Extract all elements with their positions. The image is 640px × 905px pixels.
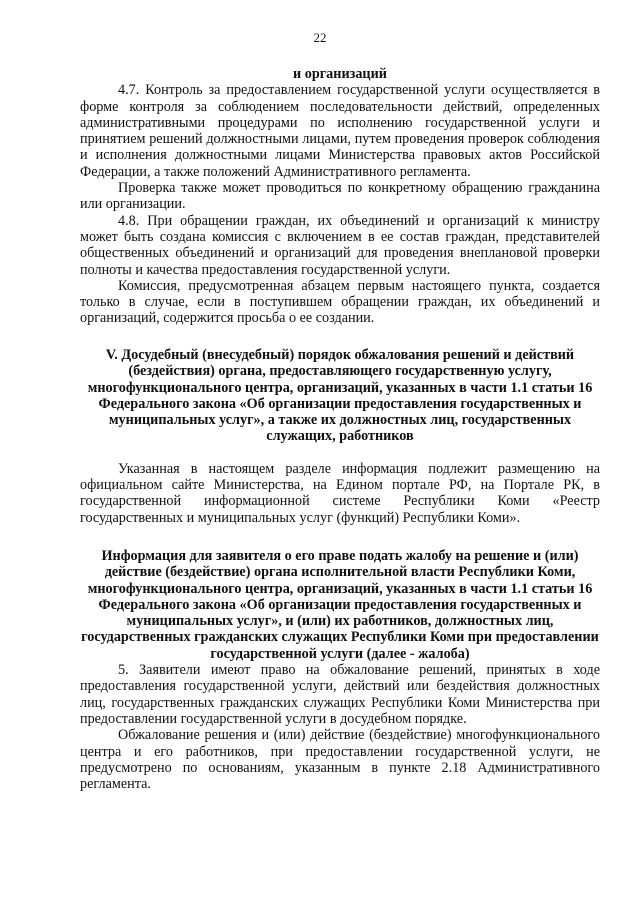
subsection-title: Информация для заявителя о его праве подать жалобу на решение и (или) действие (бездействие) органа исполнительной власти Республики Коми, многофункционального центра, организаций, указанных в части 1.1 статьи 16 Федерального закона «Об организации предоставления государственных и муниципальных услуг», и (или) их работников, должностных лиц, государственных гражданских служащих Республики Коми при предоставлении государственной услуги (далее - жалоба)	[81, 548, 599, 662]
heading-tail: и организаций	[293, 66, 387, 82]
section-4-end	[80, 66, 600, 327]
paragraph-appeal: Обжалование решения и (или) действие (бездействие) многофункционального центра и его работников, при предоставлении государственной услуги, не предусмотрено по основаниям, указанным в пункте 2.18 Административного регламента.	[80, 727, 600, 793]
paragraph-commission: Комиссия, предусмотренная абзацем первым настоящего пункта, создается только в случае, если в поступившем обращении граждан, их объединений и организаций, содержится просьба о ее создании.	[80, 277, 600, 327]
subsection-complaint	[80, 548, 600, 792]
section-5-title: V. Досудебный (внесудебный) порядок обжалования решений и действий (бездействия) органа, предоставляющего государственную услугу, многофункционального центра, организаций, указанных в части 1.1 статьи 16 Федерального закона «Об организации предоставления государственных и муниципальных услуг», а также их должностных лиц, государственных служащих, работников	[87, 347, 593, 445]
paragraph-4-7: 4.7. Контроль за предоставлением государственной услуги осуществляется в форме контроля за соблюдением последовательности действий, определенных административными процедурами по исполнению государственной услуги и принятием решений должностными лицами, путем проведения проверок соблюдения и исполнения должностными лицами Министерства правовых актов Российской Федерации, а также положений Административного регламента.	[80, 82, 600, 180]
paragraph-check: Проверка также может проводиться по конкретному обращению гражданина или организации.	[80, 180, 600, 213]
paragraph-5: 5. Заявители имеют право на обжалование решений, принятых в ходе предоставления государственной услуги, действий или бездействия должностных лиц, государственных гражданских служащих Республики Коми Министерства при предоставлении государственной услуги в досудебном порядке.	[80, 662, 600, 727]
paragraph-4-8: 4.8. При обращении граждан, их объединений и организаций к министру может быть создана комиссия с включением в ее состав граждан, представителей общественных объединений и организаций для проведения внеплановой проверки полноты и качества предоставления государственной услуги.	[80, 212, 600, 278]
paragraph-info: Указанная в настоящем разделе информация подлежит размещению на официальном сайте Министерства, на Едином портале РФ, на Портале РК, в государственной информационной системе Республики Коми «Реестр государственных и муниципальных услуг (функций) Республики Коми».	[80, 460, 600, 526]
section-5	[80, 347, 600, 526]
page-number: 22	[313, 30, 327, 45]
